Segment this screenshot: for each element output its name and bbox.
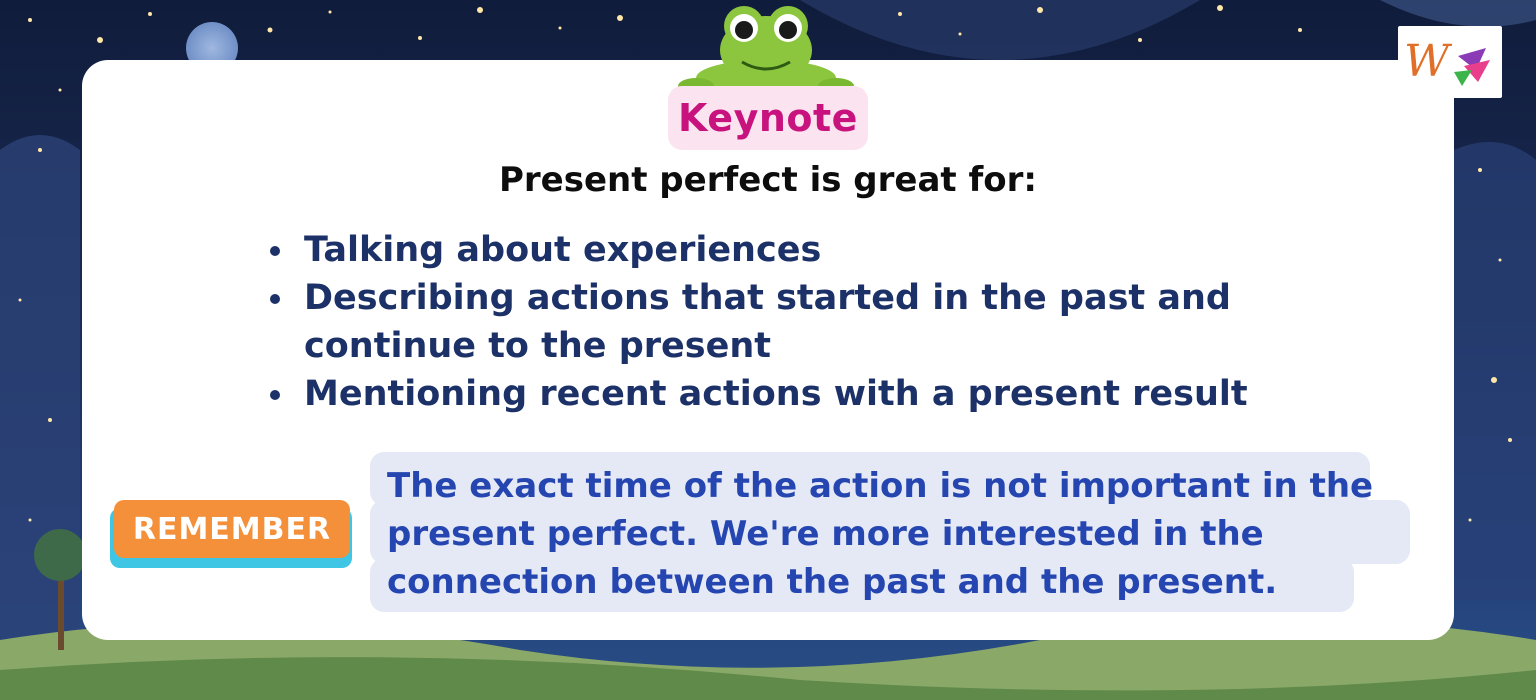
star (1508, 438, 1512, 442)
star (1298, 28, 1302, 32)
star (148, 12, 152, 16)
planet-arc-right (1380, 0, 1536, 27)
star (1138, 38, 1142, 42)
star (268, 28, 273, 33)
bullet-text: Describing actions that started in the past and continue to the present (304, 278, 1231, 366)
star (48, 418, 52, 422)
star (559, 27, 562, 30)
star (28, 18, 32, 22)
star (418, 36, 422, 40)
star (477, 7, 483, 13)
remember-label-face (114, 500, 350, 558)
remember-text: REMEMBER (132, 511, 332, 547)
tree-crown (34, 529, 86, 581)
brand-logo (1398, 26, 1502, 98)
keynote-title: Keynote (678, 96, 858, 140)
logo-letter: W (1404, 36, 1450, 87)
bullet-item (270, 274, 1330, 370)
star (97, 37, 103, 43)
star (617, 15, 623, 21)
bullet-dot-icon (270, 294, 280, 304)
bullet-item (270, 226, 1330, 274)
bullet-dot-icon (270, 246, 280, 256)
bullet-text: Talking about experiences (304, 230, 822, 270)
remember-note (370, 452, 1410, 612)
bullet-list (270, 226, 1330, 418)
bullet-text: Mentioning recent actions with a present result (304, 374, 1248, 414)
remember-label (110, 500, 352, 568)
star (38, 148, 42, 152)
logo-flags-icon (1398, 26, 1502, 98)
star (1217, 5, 1223, 11)
section-heading: Present perfect is great for: (498, 160, 1038, 200)
star (329, 11, 332, 14)
bullet-dot-icon (270, 390, 280, 400)
keynote-badge (668, 86, 868, 150)
star (19, 299, 22, 302)
star (898, 12, 902, 16)
star (1469, 519, 1472, 522)
star (59, 89, 62, 92)
star (1037, 7, 1043, 13)
cloud-right (1454, 142, 1536, 600)
star (1491, 377, 1497, 383)
frog-mascot-icon (676, 0, 856, 100)
bullet-item (270, 370, 1330, 418)
star (1499, 259, 1502, 262)
star (29, 519, 32, 522)
note-text: The exact time of the action is not important in the present perfect. We're more interested in the connection between the past and the present. (387, 466, 1374, 602)
star (959, 33, 962, 36)
planet-arc (800, 0, 1200, 60)
